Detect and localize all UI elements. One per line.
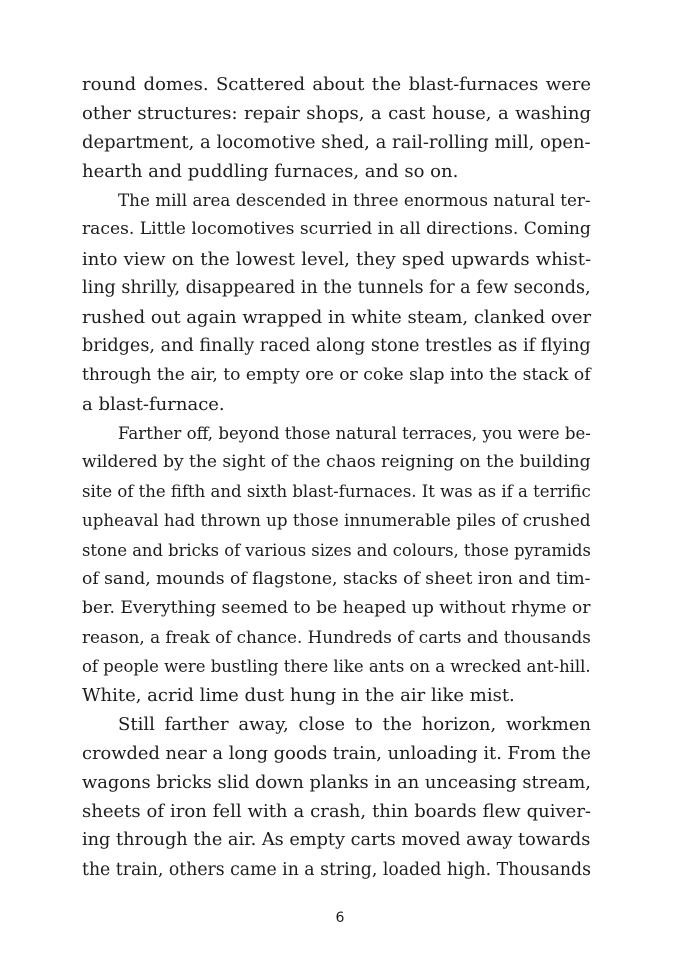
text-line: of sand, mounds of flagstone, stacks of sheet iron and tim- — [82, 568, 591, 589]
paragraph-3 — [82, 419, 591, 710]
text-line: wagons bricks slid down planks in an unceasing stream, — [82, 772, 591, 794]
text-line: rushed out again wrapped in white steam, clanked over — [82, 306, 592, 328]
text-line: reason, a freak of chance. Hundreds of carts and thousands — [82, 626, 591, 647]
text-line: upheaval had thrown up those innumerable piles of crushed — [82, 511, 591, 531]
page-text — [82, 70, 591, 885]
text-line: White, acrid lime dust hung in the air like mist. — [82, 684, 515, 706]
text-line: ing through the air. As empty carts moved away towards — [82, 830, 591, 851]
text-line: round domes. Scattered about the blast-furnaces were — [82, 74, 592, 95]
text-line: department, a locomotive shed, a rail-rolling mill, open- — [82, 132, 591, 154]
text-line: Still farther away, close to the horizon, workmen — [118, 714, 592, 736]
text-line: wildered by the sight of the chaos reigning on the building — [82, 452, 591, 473]
text-line: of people were bustling there like ants on a wrecked ant-hill. — [82, 656, 591, 676]
text-line: sheets of iron fell with a crash, thin boards flew quiver- — [82, 801, 592, 823]
text-line: ber. Everything seemed to be heaped up without rhyme or — [82, 597, 591, 618]
text-line: a blast-furnace. — [82, 394, 225, 416]
text-line: crowded near a long goods train, unloading it. From the — [82, 743, 591, 765]
paragraph-4 — [82, 710, 591, 885]
text-line: the train, others came in a string, loaded high. Thousands — [82, 859, 591, 880]
text-line: ling shrilly, disappeared in the tunnels for a few seconds, — [82, 277, 591, 298]
text-line: hearth and puddling furnaces, and so on. — [82, 161, 459, 183]
text-line: Farther off, beyond those natural terraces, you were be- — [118, 424, 591, 444]
text-line: site of the fifth and sixth blast-furnaces. It was as if a terrific — [82, 482, 591, 502]
text-line: bridges, and finally raced along stone trestles as if flying — [82, 335, 591, 356]
page-number: 6 — [335, 910, 345, 926]
text-line: other structures: repair shops, a cast house, a washing — [82, 103, 591, 125]
paragraph-1 — [82, 70, 591, 186]
text-line: The mill area descended in three enormous natural ter- — [118, 190, 591, 211]
text-line: stone and bricks of various sizes and colours, those pyramids — [82, 540, 591, 560]
paragraph-2 — [82, 186, 591, 419]
text-line: into view on the lowest level, they sped upwards whist- — [82, 248, 592, 270]
text-line: through the air, to empty ore or coke slap into the stack of — [82, 364, 591, 385]
text-line: races. Little locomotives scurried in all directions. Coming — [82, 219, 591, 240]
